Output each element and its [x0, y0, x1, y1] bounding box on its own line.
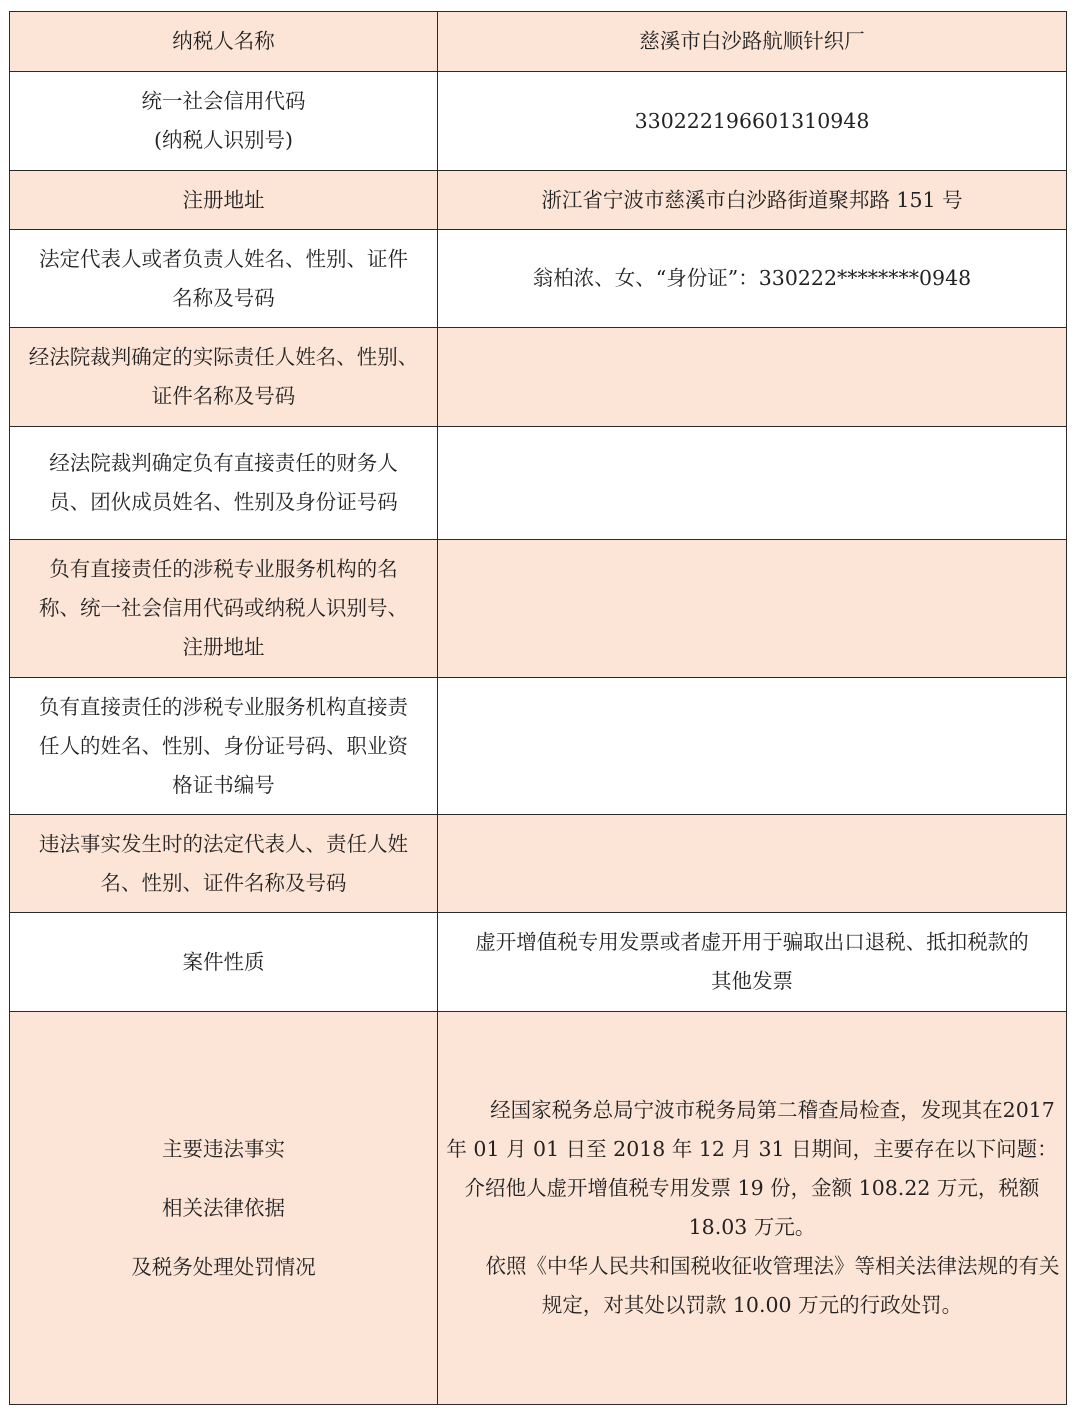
- table-row-agency: [10, 540, 1067, 678]
- table-row-violation-rep: [10, 815, 1067, 913]
- label-violation-rep: [10, 815, 438, 913]
- label-violation-rep-line2: 名、性别、证件名称及号码: [100, 870, 347, 895]
- label-credit-code: [10, 72, 438, 171]
- label-agency: [10, 540, 438, 678]
- table-row-case-nature: [10, 913, 1067, 1012]
- label-agency-person: [10, 678, 438, 815]
- value-court-responsible: [438, 328, 1067, 427]
- label-main-facts: [10, 1012, 438, 1405]
- value-taxpayer-name: 慈溪市白沙路航顺针织厂: [438, 12, 1067, 72]
- label-taxpayer-name: 纳税人名称: [10, 12, 438, 72]
- label-legal-rep-line1: 法定代表人或者负责人姓名、性别、证件: [39, 246, 408, 271]
- table-row-credit-code: [10, 72, 1067, 171]
- value-court-finance: [438, 427, 1067, 540]
- label-credit-code-line2: (纳税人识别号): [154, 128, 293, 152]
- label-agency-line2: 称、统一社会信用代码或纳税人识别号、: [39, 596, 408, 620]
- facts-paragraph-penalty: 依照《中华人民共和国税收征收管理法》等相关法律法规的有关规定，对其处以罚款 10.00 万元的行政处罚。: [485, 1254, 1060, 1317]
- table-row-address: [10, 171, 1067, 230]
- label-agency-line1: 负有直接责任的涉税专业服务机构的名: [49, 557, 398, 581]
- label-agency-person-line2: 任人的姓名、性别、身份证号码、职业资: [39, 733, 408, 758]
- label-main-facts-line1: 主要违法事实: [162, 1137, 285, 1161]
- label-court-finance-line1: 经法院裁判确定负有直接责任的财务人: [49, 451, 398, 475]
- value-case-nature-line2: 其他发票: [711, 969, 793, 993]
- label-case-nature: 案件性质: [10, 913, 438, 1012]
- value-legal-rep: 翁柏浓、女、“身份证”：330222********0948: [438, 230, 1067, 328]
- table-row-legal-rep: [10, 230, 1067, 328]
- value-agency-person: [438, 678, 1067, 815]
- table-row-agency-person: [10, 678, 1067, 815]
- facts-paragraph-findings: 经国家税务总局宁波市税务局第二稽查局检查，发现其在2017 年 01 月 01 日至 2018 年 12 月 31 日期间，主要存在以下问题：介绍他人虚开增值税专用发票 19 份，金额 108.22 万元，税额 18.03 万元。: [446, 1098, 1058, 1239]
- value-credit-code: 330222196601310948: [438, 72, 1067, 171]
- table-row-main-facts: [10, 1012, 1067, 1405]
- label-legal-rep-line2: 名称及号码: [172, 285, 275, 310]
- label-credit-code-line1: 统一社会信用代码: [141, 89, 306, 113]
- label-agency-person-line3: 格证书编号: [172, 772, 275, 797]
- label-main-facts-line3: 及税务处理处罚情况: [131, 1255, 316, 1279]
- label-agency-person-line1: 负有直接责任的涉税专业服务机构直接责: [39, 694, 408, 719]
- label-court-responsible-line1: 经法院裁判确定的实际责任人姓名、性别、: [28, 345, 419, 369]
- label-court-finance: [10, 427, 438, 540]
- table-row-court-responsible: [10, 328, 1067, 427]
- label-address: 注册地址: [10, 171, 438, 230]
- value-violation-rep: [438, 815, 1067, 913]
- label-violation-rep-line1: 违法事实发生时的法定代表人、责任人姓: [39, 831, 408, 856]
- taxpayer-info-table: [9, 11, 1067, 1405]
- value-case-nature: [438, 913, 1067, 1012]
- label-legal-rep: [10, 230, 438, 328]
- table-row-taxpayer-name: [10, 12, 1067, 72]
- label-main-facts-line2: 相关法律依据: [162, 1196, 285, 1220]
- value-main-facts: [438, 1012, 1067, 1405]
- label-court-responsible: [10, 328, 438, 427]
- value-case-nature-line1: 虚开增值税专用发票或者虚开用于骗取出口退税、抵扣税款的: [475, 930, 1029, 954]
- label-court-responsible-line2: 证件名称及号码: [151, 384, 296, 408]
- label-agency-line3: 注册地址: [182, 635, 265, 659]
- value-agency: [438, 540, 1067, 678]
- value-address: 浙江省宁波市慈溪市白沙路街道聚邦路 151 号: [438, 171, 1067, 230]
- label-court-finance-line2: 员、团伙成员姓名、性别及身份证号码: [49, 490, 398, 514]
- table-row-court-finance: [10, 427, 1067, 540]
